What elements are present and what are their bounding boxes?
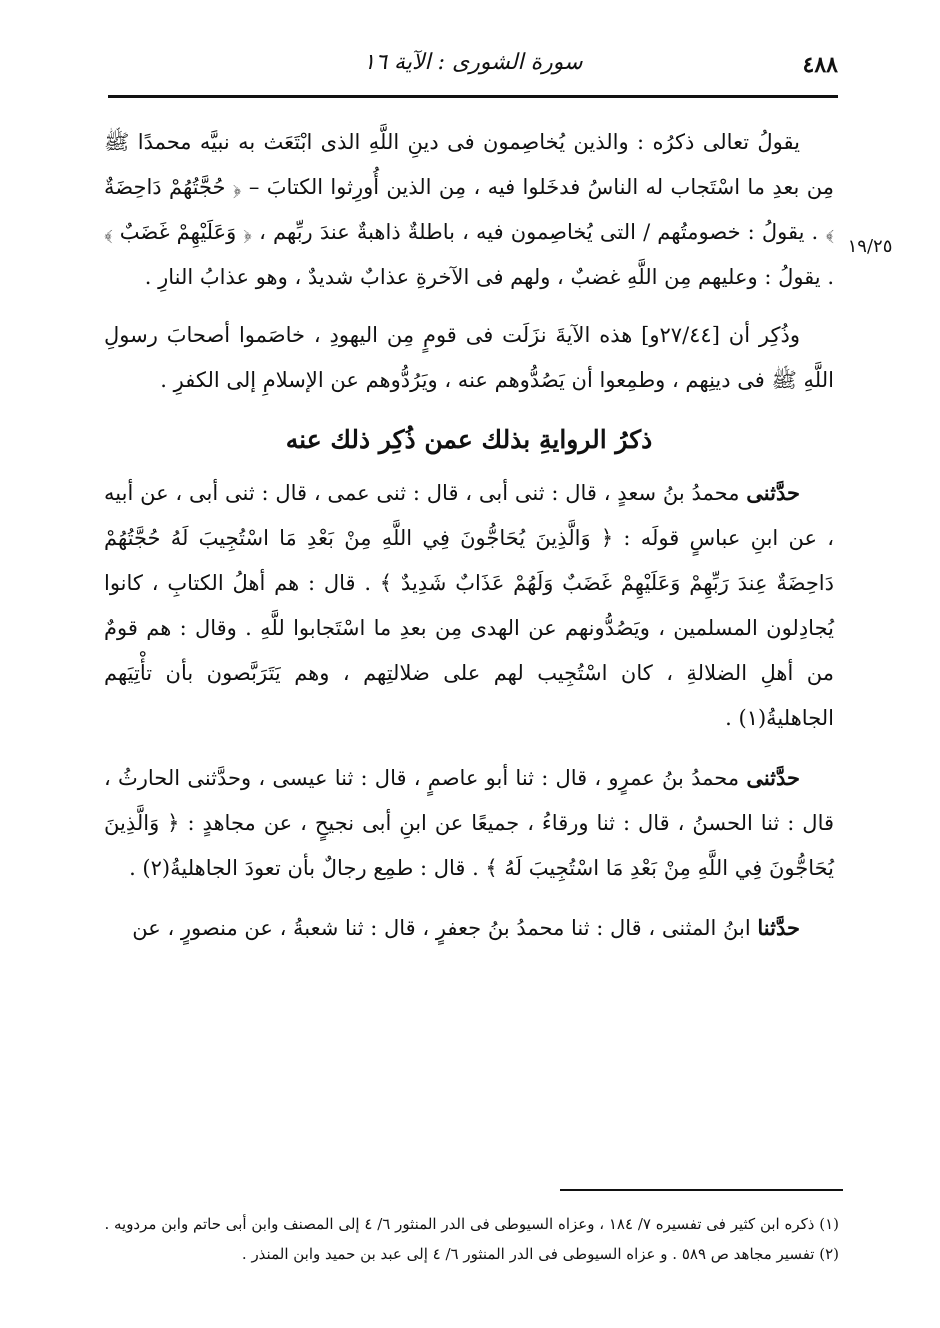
narration-line: هم قومٌ من أهلِ الضلالةِ ، كان اسْتُجِيب لهم على ضلالتِهم ، وهم يَتَرَبَّصون بأن — [104, 616, 834, 685]
narration-line: تأْتِيَهم الجاهليةُ(١) . — [104, 661, 834, 730]
paragraph-line: وذُكِر أن [٢٧/٤٤و] هذه الآيةَ نزَلَت فى قومٍ مِن اليهودِ ، خاصَموا أصحابَ — [166, 323, 800, 347]
paragraph-2 — [104, 313, 834, 403]
narration-line: محمدُ بنُ سعدٍ ، قال : ثنى أبى ، قال : ثنى عمى ، قال : ثنى أبى ، عن — [140, 481, 740, 505]
narration-line: ابنُ المثنى ، قال : ثنا محمدُ بنُ جعفرٍ ، قال : ثنا شعبةُ ، عن منصورٍ ، عن — [132, 916, 751, 940]
header-rule — [108, 95, 838, 98]
running-title: سورة الشورى : الآية ١٦ — [363, 50, 583, 75]
narration-lead: حدَّثنا — [757, 915, 800, 940]
page-header — [108, 50, 838, 90]
footnotes — [104, 1209, 839, 1269]
paragraph-line: رسولِ اللَّهِ ﷺ فى دينِهم ، وطمِعوا أن يَصُدُّوهم عنه ، ويَرُدُّوهم عن الإسلامِ إلى الكفرِ . — [104, 323, 834, 392]
narration-lead: حدَّثنى — [746, 480, 800, 505]
narration-lead: حدَّثنى — [746, 765, 801, 790]
paragraph-line: ﴿ حُجَّتُهُمْ دَاحِضَةٌ ﴾ . يقولُ : خصومتُهم / التى يُخاصِمون فيه ، باطلةٌ ذاهبةٌ عندَ — [104, 175, 834, 244]
narration-3 — [104, 905, 834, 951]
section-heading: ذكرُ الروايةِ بذلك عمن ذُكِر ذلك عنه — [285, 425, 653, 454]
paragraph-1 — [104, 120, 834, 300]
narration-2 — [104, 755, 834, 891]
narration-line: دَاحِضَةٌ عِندَ رَبِّهِمْ وَعَلَيْهِمْ غَضَبٌ وَلَهُمْ عَذَابٌ شَدِيدٌ ﴾ . قال : هم أهلُ الكتابِ ، — [151, 571, 834, 595]
narration-line: كانوا يُجادِلون المسلمين ، ويَصُدُّونهم عن الهدى مِن بعدِ ما اسْتَجابوا للَّهِ . وقال : — [104, 571, 834, 640]
narration-1 — [104, 470, 834, 741]
narration-line: أبيه ، عن ابنِ عباسٍ قولَه : ﴿ وَالَّذِينَ يُحَاجُّونَ فِي اللَّهِ مِنْ بَعْدِ مَا اسْتُجِيبَ لَهُ حُجَّتُهُمْ — [104, 481, 834, 550]
page-number: ٤٨٨ — [802, 52, 838, 78]
narration-line: ﴿ وَالَّذِينَ يُحَاجُّونَ فِي اللَّهِ مِنْ بَعْدِ مَا اسْتُجِيبَ لَهُ ﴾ . قال : طمِع رجالٌ بأن تعودَ — [104, 811, 834, 880]
footnote-2: (٢) تفسير مجاهد ص ٥٨٩ . و عزاه السيوطى فى الدر المنثور ٦/ ٤ إلى عبد بن حميد وابن المنذر . — [241, 1245, 839, 1263]
page-body — [104, 120, 834, 951]
narration-line: الحارثُ ، قال : ثنا الحسنُ ، قال : ثنا ورقاءُ ، جميعًا عن ابنِ أبى نجيحٍ ، عن مجاهدٍ : — [104, 766, 835, 835]
paragraph-line: ربِّهم ، ﴿ وَعَلَيْهِمْ غَضَبٌ ﴾ . يقولُ : وعليهم مِن اللَّهِ غضبٌ ، ولهم فى الآخرةِ — [104, 220, 834, 289]
footnote-rule — [560, 1189, 843, 1191]
footnote-1: (١) ذكره ابن كثير فى تفسيره ٧/ ١٨٤ ، وعزاه السيوطى فى الدر المنثور ٦/ ٤ إلى المصنف وابن أبى حاتم وابن مردويه . — [104, 1215, 839, 1233]
margin-reference: ١٩/٢٥ — [847, 236, 893, 257]
paragraph-line: يقولُ تعالى ذكرُه : والذين يُخاصِمون فى دينِ اللَّهِ الذى ابْتَعَث به نبيَّه — [199, 130, 800, 154]
narration-line: محمدُ بنُ عمرٍو ، قال : ثنا أبو عاصمٍ ، قال : ثنا عيسى ، وحدَّثنى — [187, 766, 740, 790]
narration-line: الجاهليةُ(٢) . — [129, 856, 238, 880]
paragraph-line: عذابٌ شديدٌ ، وهو عذابُ النارِ . — [144, 265, 410, 289]
paragraph-line: محمدًا ﷺ مِن بعدِ ما اسْتَجاب له الناسُ فدخَلوا فيه ، مِن الذين أُورِثوا الكتابَ – — [104, 130, 834, 199]
